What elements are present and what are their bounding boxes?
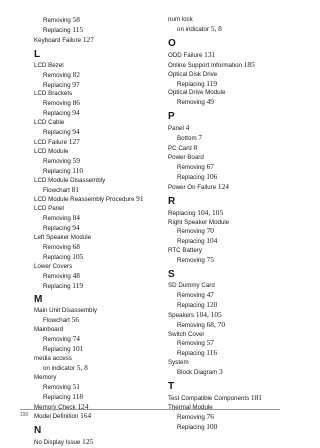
- index-term: Model Definition: [34, 413, 79, 421]
- index-term: Test Compatible Components: [168, 395, 250, 403]
- index-subentry: [168, 301, 288, 311]
- index-page-ref[interactable]: 75: [206, 255, 214, 265]
- index-term: Removing: [177, 340, 205, 348]
- index-letter-heading: M: [34, 294, 43, 306]
- index-entry: [34, 234, 154, 243]
- index-term: Mainboard: [34, 326, 64, 334]
- index-entry: [168, 51, 288, 61]
- index-page-ref[interactable]: 106: [206, 171, 218, 181]
- index-entry: [168, 71, 288, 80]
- index-page-ref[interactable]: 3: [218, 367, 223, 377]
- index-term: Replacing: [43, 167, 71, 175]
- index-term: Speakers: [168, 311, 195, 319]
- index-page-ref[interactable]: 118: [72, 391, 84, 401]
- index-entry: [168, 219, 288, 228]
- index-page-ref[interactable]: 185: [243, 59, 255, 69]
- index-term: No Display Issue: [34, 439, 81, 447]
- index-term: Removing: [177, 291, 205, 299]
- index-entry: [34, 90, 154, 99]
- index-term: Removing: [177, 257, 205, 265]
- index-term: Removing: [177, 321, 205, 329]
- index-column-right: [168, 16, 288, 433]
- index-subentry: [34, 16, 154, 26]
- index-page-ref[interactable]: 104, 105: [197, 207, 224, 217]
- index-subentry: [168, 413, 288, 423]
- index-term: Bottom: [177, 135, 197, 143]
- index-page-ref[interactable]: 94: [72, 223, 80, 233]
- index-page-ref[interactable]: 124: [217, 181, 229, 191]
- index-entry: [168, 61, 288, 71]
- index-entry: [168, 209, 288, 219]
- index-page-ref[interactable]: 104: [206, 236, 218, 246]
- index-page-ref[interactable]: 47: [206, 289, 214, 299]
- index-page-ref[interactable]: 94: [72, 127, 80, 137]
- index-page-ref[interactable]: 115: [72, 24, 84, 34]
- index-page-ref[interactable]: 119: [72, 280, 84, 290]
- index-subentry: [168, 291, 288, 301]
- index-page-ref[interactable]: 7: [198, 133, 203, 143]
- index-entry: [34, 412, 154, 422]
- index-entry: [34, 119, 154, 128]
- index-term: Removing: [43, 17, 71, 24]
- index-subentry: [168, 98, 288, 108]
- index-term: Removing: [43, 100, 71, 108]
- index-term: Removing: [43, 383, 71, 391]
- index-term: LCD Cable: [34, 119, 65, 127]
- index-entry: [168, 183, 288, 193]
- index-page-ref[interactable]: 51: [72, 381, 80, 391]
- index-term: Replacing: [177, 301, 205, 309]
- index-term: Removing: [177, 163, 205, 171]
- index-term: Panel: [168, 125, 184, 133]
- index-subentry: [34, 26, 154, 36]
- index-subentry: [34, 167, 154, 177]
- index-term: Removing: [43, 157, 71, 165]
- index-term: System: [168, 359, 189, 367]
- index-term: Replacing: [43, 346, 71, 354]
- index-term: Replacing: [43, 253, 71, 261]
- index-term: Removing: [43, 336, 71, 344]
- index-term: Switch Cover: [168, 330, 205, 338]
- index-letter-heading: O: [168, 37, 176, 49]
- index-term: PC Card: [168, 145, 192, 153]
- index-term: Keyboard Failure: [34, 36, 82, 44]
- index-term: LCD Module Disassembly: [34, 176, 106, 184]
- index-term: LCD Module Reassembly Procedure: [34, 196, 135, 204]
- index-term: Flowchart: [43, 186, 70, 194]
- index-subentry: [34, 99, 154, 109]
- index-term: Replacing: [43, 81, 71, 89]
- index-term: Replacing: [177, 238, 205, 246]
- index-entry: [168, 394, 288, 404]
- index-term: Replacing: [168, 209, 196, 217]
- index-entry: [34, 438, 154, 448]
- index-term: Right Speaker Module: [168, 218, 230, 226]
- index-term: LCD Module: [34, 147, 69, 155]
- index-term: Replacing: [177, 423, 205, 431]
- index-term: Replacing: [43, 129, 71, 137]
- index-subentry: [34, 157, 154, 167]
- index-subentry: [34, 224, 154, 234]
- index-subentry: [34, 243, 154, 253]
- index-subentry: [34, 383, 154, 393]
- index-page-ref[interactable]: 58: [72, 15, 80, 24]
- index-page-ref[interactable]: 68: [72, 241, 80, 251]
- index-letter-heading: P: [168, 111, 175, 123]
- index-subentry: [34, 253, 154, 263]
- index-page-ref[interactable]: 124: [77, 401, 89, 411]
- index-subentry: [34, 316, 154, 326]
- index-term: Replacing: [43, 225, 71, 233]
- index-subentry: [34, 282, 154, 292]
- index-page-ref[interactable]: 59: [72, 155, 80, 165]
- index-term: Replacing: [177, 80, 205, 88]
- index-term: Replacing: [43, 26, 71, 34]
- index-subentry: [34, 128, 154, 138]
- index-term: Replacing: [177, 173, 205, 181]
- index-entry: [168, 331, 288, 340]
- footer-divider: [20, 409, 280, 410]
- index-page-ref[interactable]: 110: [72, 165, 84, 175]
- index-entry: [34, 205, 154, 214]
- index-letter-heading: N: [34, 425, 42, 437]
- index-page-ref[interactable]: 91: [136, 194, 144, 204]
- index-term: LCD Brackets: [34, 90, 73, 98]
- index-page-ref[interactable]: 125: [82, 437, 94, 447]
- index-page-ref[interactable]: 76: [206, 411, 214, 421]
- index-subentry: [168, 227, 288, 237]
- index-term: Replacing: [177, 350, 205, 358]
- index-term: Online Support Information: [168, 61, 242, 69]
- index-page-ref[interactable]: 48: [72, 270, 80, 280]
- index-term: LCD Panel: [34, 205, 64, 213]
- index-page-ref[interactable]: 5, 8: [76, 362, 88, 372]
- index-entry: [168, 89, 288, 98]
- index-page-ref[interactable]: 164: [80, 411, 92, 421]
- index-subentry: [168, 163, 288, 173]
- index-term: Removing: [43, 215, 71, 223]
- index-page-ref[interactable]: 127: [82, 34, 94, 44]
- index-subentry: [168, 134, 288, 144]
- index-subentry: [168, 256, 288, 266]
- index-page-ref[interactable]: 74: [72, 334, 80, 344]
- index-page-ref[interactable]: 81: [71, 184, 79, 194]
- index-letter-heading: S: [168, 269, 175, 281]
- index-term: Removing: [177, 99, 205, 107]
- index-term: Power Board: [168, 153, 204, 161]
- index-entry: [34, 263, 154, 272]
- index-term: Power On Failure: [168, 183, 217, 191]
- index-subentry: [168, 349, 288, 359]
- index-subentry: [168, 237, 288, 247]
- index-page-ref[interactable]: 8: [193, 143, 198, 153]
- index-entry: [168, 16, 288, 25]
- index-subentry: [34, 81, 154, 91]
- index-page-ref[interactable]: 119: [206, 78, 218, 88]
- index-term: Left Speaker Module: [34, 234, 92, 242]
- index-page-ref[interactable]: 97: [72, 79, 80, 89]
- index-page-ref[interactable]: 127: [68, 136, 80, 146]
- index-entry: [168, 144, 288, 154]
- index-entry: [168, 282, 288, 291]
- index-entry: [168, 124, 288, 134]
- index-page-ref[interactable]: 82: [72, 69, 80, 79]
- index-term: Memory Check: [34, 403, 76, 411]
- index-letter-heading: T: [168, 381, 175, 393]
- index-subentry: [168, 25, 288, 35]
- index-page-ref[interactable]: 105: [72, 251, 84, 261]
- index-column-left: [34, 16, 154, 448]
- index-entry: [168, 311, 288, 321]
- index-page-ref[interactable]: 67: [206, 161, 214, 171]
- index-entry: [34, 355, 154, 364]
- index-entry: [34, 177, 154, 186]
- index-subentry: [34, 393, 154, 403]
- index-term: on indicator: [177, 25, 209, 33]
- index-subentry: [34, 71, 154, 81]
- index-subentry: [34, 364, 154, 374]
- index-term: Replacing: [43, 393, 71, 401]
- index-term: Memory: [34, 373, 57, 381]
- index-subentry: [34, 335, 154, 345]
- index-entry: [34, 138, 154, 148]
- index-subentry: [168, 80, 288, 90]
- index-term: Optical Drive Module: [168, 89, 226, 97]
- index-subentry: [34, 109, 154, 119]
- index-entry: [34, 307, 154, 316]
- index-letter-heading: R: [168, 195, 176, 207]
- index-term: LCD Bezel: [34, 61, 64, 69]
- index-subentry: [168, 423, 288, 433]
- index-letter-heading: L: [34, 48, 41, 60]
- index-term: Removing: [177, 228, 205, 236]
- index-page-ref[interactable]: 49: [206, 97, 214, 107]
- index-page-ref[interactable]: 57: [206, 338, 214, 348]
- index-entry: [168, 154, 288, 163]
- index-page-ref[interactable]: 86: [72, 98, 80, 108]
- index-term: LCD Failure: [34, 138, 68, 146]
- index-term: Replacing: [43, 282, 71, 290]
- index-page-ref[interactable]: 94: [72, 108, 80, 118]
- index-term: Thermal Module: [168, 404, 213, 411]
- index-page-ref[interactable]: 104, 105: [195, 309, 222, 319]
- index-term: Replacing: [43, 110, 71, 118]
- index-term: RTC Battery: [168, 247, 202, 255]
- index-page-ref[interactable]: 100: [206, 421, 218, 431]
- index-page-ref[interactable]: 5, 8: [210, 23, 222, 33]
- index-term: media access: [34, 355, 72, 362]
- index-entry: [34, 148, 154, 157]
- index-page-ref[interactable]: 56: [71, 315, 79, 325]
- index-page-ref[interactable]: 4: [185, 123, 190, 133]
- index-term: Flowchart: [43, 317, 70, 325]
- index-page-ref[interactable]: 84: [72, 213, 80, 223]
- index-term: Removing: [177, 413, 205, 421]
- index-entry: [34, 62, 154, 71]
- index-entry: [34, 326, 154, 335]
- index-term: Lower Covers: [34, 262, 73, 270]
- index-subentry: [168, 339, 288, 349]
- index-page-ref[interactable]: 131: [204, 49, 216, 59]
- index-entry: [168, 247, 288, 256]
- index-term: Removing: [43, 71, 71, 79]
- page-number: 190: [20, 412, 29, 418]
- index-page-ref[interactable]: 181: [250, 393, 262, 403]
- index-entry: [34, 195, 154, 205]
- index-page-ref[interactable]: 116: [206, 348, 218, 358]
- index-entry: [34, 374, 154, 383]
- index-entry: [34, 36, 154, 46]
- index-term: Optical Disk Drive: [168, 70, 218, 78]
- index-page-ref[interactable]: 70: [206, 226, 214, 236]
- index-subentry: [34, 345, 154, 355]
- index-term: Removing: [43, 272, 71, 280]
- index-subentry: [34, 214, 154, 224]
- index-page-ref[interactable]: 120: [206, 299, 218, 309]
- index-term: Main Unit Disassembly: [34, 307, 97, 315]
- index-term: num lock: [168, 16, 193, 23]
- index-entry: [34, 403, 154, 413]
- index-term: Block Diagram: [177, 369, 218, 377]
- index-page-ref[interactable]: 101: [72, 344, 84, 354]
- index-subentry: [168, 368, 288, 378]
- index-subentry: [168, 321, 288, 331]
- index-entry: [168, 359, 288, 368]
- index-page-ref[interactable]: 68, 70: [206, 319, 226, 329]
- index-term: on indicator: [43, 364, 75, 372]
- index-subentry: [34, 272, 154, 282]
- index-term: Removing: [43, 243, 71, 251]
- index-term: SD Dummy Card: [168, 282, 215, 290]
- index-term: ODD Failure: [168, 51, 203, 59]
